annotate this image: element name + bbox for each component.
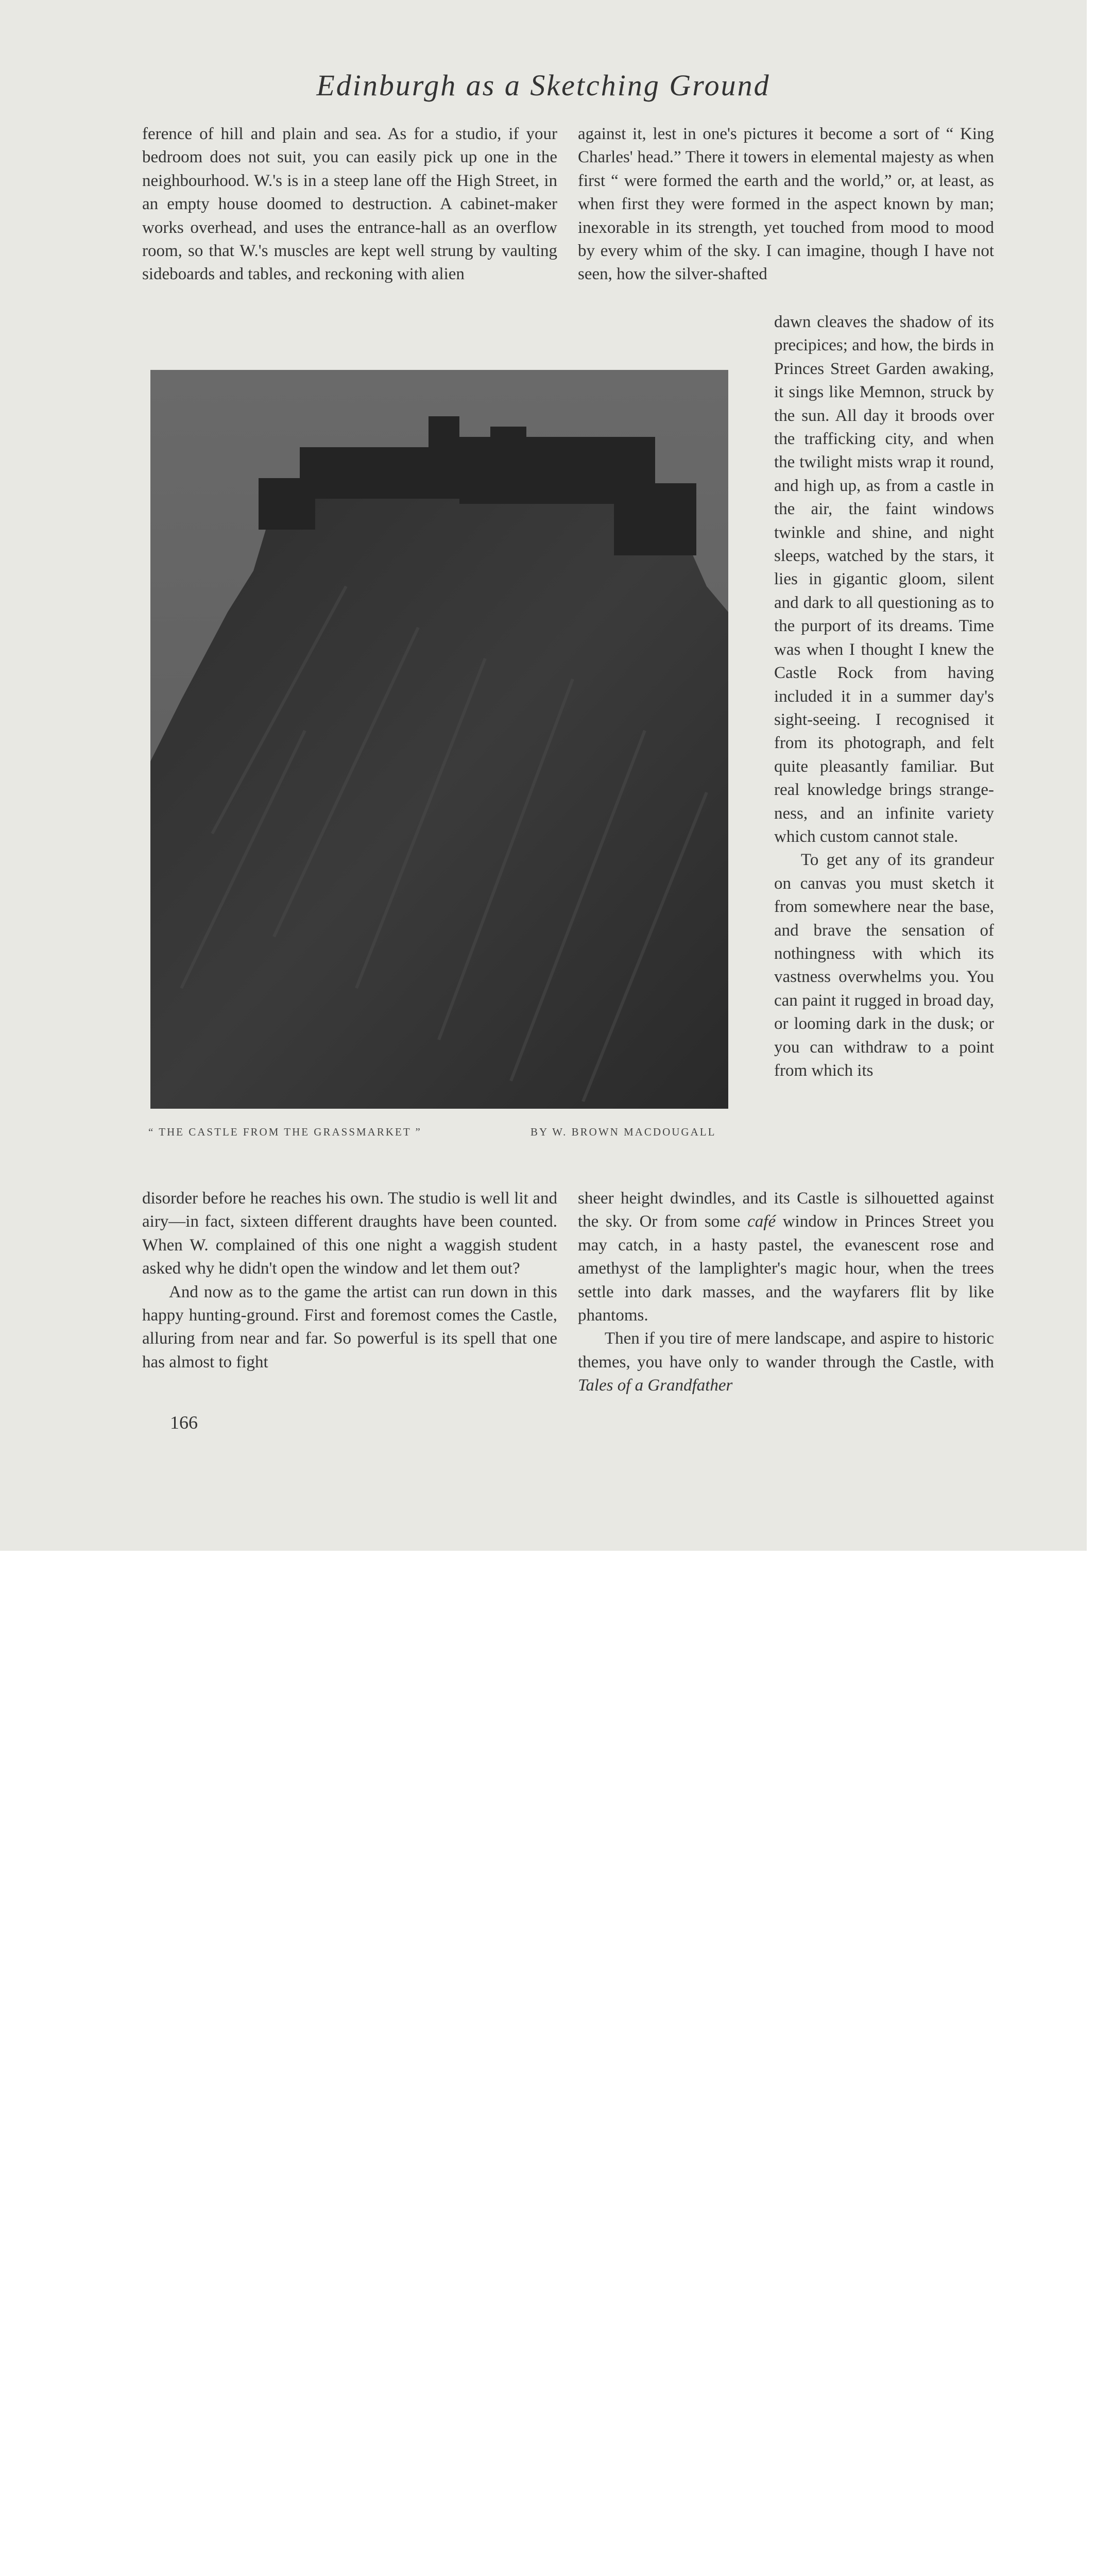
paragraph: dawn cleaves the shadow of its precipices; and how, the birds in Princes Street Garden awaking, it sings like Memnon, struck by the sun. All day it broods over the trafficking city, and when the twilight mists wrap it round, and high up, as from a castle in the air, the faint windows twinkle and shine, and night sleeps, watched by the stars, it lies in gigantic gloom, silent and dark to all questioning as to the purport of its dreams. Time was when I thought I knew the Castle Rock from having included it in a summer day's sight-seeing. I recognised it from its photograph, and felt quite pleasantly familiar. But real knowledge brings strangeness, and an infinite variety which custom cannot stale.: [774, 313, 994, 846]
paragraph: [578, 1187, 994, 1327]
paragraph-text: Then if you tire of mere landscape, and aspire to historic themes, you have only to wander through the Castle, with: [578, 1329, 994, 1371]
paragraph: To get any of its grandeur on canvas you must sketch it from somewhere near the base, and brave the sensation of nothingness with which its vastness overwhelms you. You can paint it rugged in broad day, or looming dark in the dusk; or you can withdraw to a point from which its: [774, 851, 994, 1080]
paragraph-text: window in Princes Street you may catch, in a hasty pastel, the evanescent rose and amethyst of the lamplighter's magic hour, when the trees settle into dark masses, and the wayfarers flit by like phantoms.: [578, 1212, 995, 1325]
italic-word: café: [747, 1212, 776, 1231]
illustration-castle-rock: [150, 370, 728, 1109]
page-number: 166: [170, 1412, 198, 1433]
text-column-right-narrow: [774, 311, 994, 1082]
figure-caption-credit: BY W. BROWN MACDOUGALL: [530, 1126, 716, 1138]
figure-caption-title: “ THE CASTLE FROM THE GRASSMARKET ”: [148, 1126, 422, 1138]
paragraph: against it, lest in one's pictures it become a sort of “ King Charles' head.” There it towers in elemental majesty as when first “ were formed the earth and the world,” or, at least, as when first they were formed in the aspect known by man; inexorable in its strength, yet touched from mood to mood by every whim of the sky. I can imagine, though I have not seen, how the silver-shafted: [578, 125, 994, 284]
paragraph: [578, 1327, 994, 1397]
italic-book-title: Tales of a Grandfather: [578, 1376, 733, 1395]
text-column-left-top: [142, 123, 557, 286]
paragraph-text: sheer height dwindles, and its Castle is silhouetted against the sky. Or from some: [578, 1189, 994, 1231]
text-column-right-bottom: [578, 1187, 994, 1398]
text-column-left-bottom: [142, 1187, 557, 1374]
viewer-footer: [0, 1551, 1096, 1658]
castle-illustration-image: [150, 370, 728, 1109]
text-column-right-top: [578, 123, 994, 286]
paragraph: ference of hill and plain and sea. As for a studio, if your bedroom does not suit, you can easily pick up one in the neighbourhood. W.'s is in a steep lane off the High Street, in an empty house doomed to destruction. A cabinet-maker works overhead, and uses the entrance-hall as an overflow room, so that W.'s muscles are kept well strung by vaulting sideboards and tables, and reckoning with alien: [142, 125, 557, 284]
paragraph: disorder before he reaches his own. The studio is well lit and airy—in fact, sixteen different draughts have been counted. When W. complained of this one night a waggish student asked why he didn't open the window and let them out?: [142, 1189, 557, 1278]
running-head: Edinburgh as a Sketching Ground: [316, 69, 770, 102]
paragraph: And now as to the game the artist can run down in this happy hunting-ground. First and foremost comes the Castle, alluring from near and far. So powerful is its spell that one has almost to fight: [142, 1282, 557, 1371]
